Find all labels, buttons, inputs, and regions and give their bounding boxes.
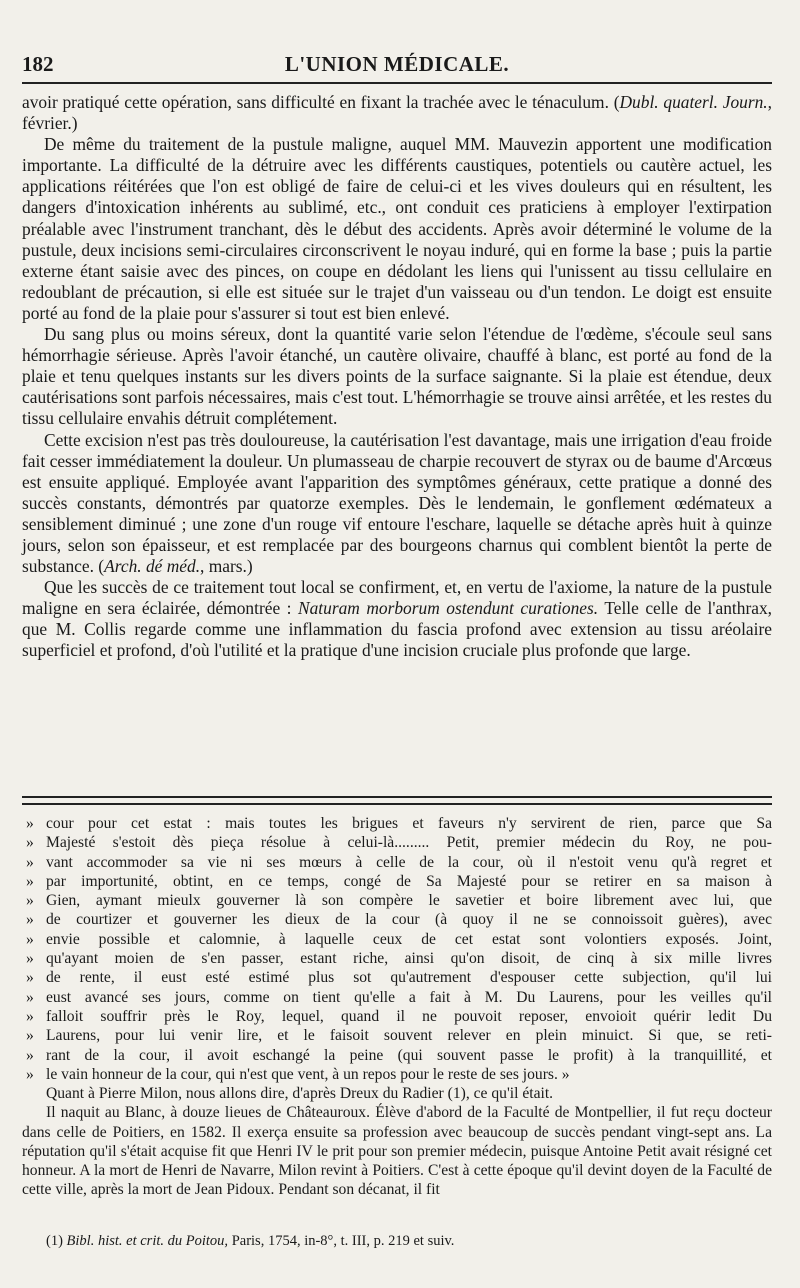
- footnote-citation: Bibl. hist. et crit. du Poitou,: [66, 1233, 229, 1249]
- quote-line-text: Laurens, pour lui venir lire, et le faisoit souvent relever en plein minuict. Si que, se reti-: [46, 1027, 772, 1045]
- quote-line-text: par importunité, obtint, en ce temps, congé de Sa Majesté pour se retirer en sa maison à: [46, 872, 772, 890]
- section-divider: [22, 796, 772, 805]
- guillemet-mark: »: [26, 1007, 34, 1025]
- header-rule: [22, 82, 772, 84]
- quote-line-text: de rente, il eust esté estimé plus sot qu'autrement d'espouser cette subjection, qu'il lui: [46, 969, 772, 987]
- quote-line-text: rant de la cour, il avoit eschangé la peine (qui souvent passe le profit) à la tranquillité, et: [46, 1046, 772, 1064]
- page-number: 182: [22, 52, 54, 76]
- paragraph-biography: Il naquit au Blanc, à douze lieues de Châteauroux. Élève d'abord de la Faculté de Montpellier, il fut reçu docteur dans celle de Poitiers, en 1582. Il exerça ensuite sa profession avec beaucoup de succès pendant vingt-sept ans. La réputation qu'il s'était acquise fit que Henri IV le prit pour son premier médecin, puisque Antoine Petit avait résigné cet honneur. A la mort de Henri de Navarre, Milon revint à Poitiers. C'est à cette époque qu'il devint doyen de la Faculté de cette ville, après la mort de Jean Pidoux. Pendant son décanat, il fit: [22, 1104, 772, 1199]
- quote-line: [26, 910, 772, 929]
- paragraph-4: Cette excision n'est pas très douloureuse, la cautérisation l'est davantage, mais une irrigation d'eau froide fait cesser immédiatement la douleur. Un plumasseau de charpie recouvert de styrax ou de baume d'Arcœus est ensuite appliqué. Employée avant l'apparition des symptômes généraux, cette pratique a donné des succès constants, démontrés par quatorze exemples. Dès le lendemain, le gonflement œdémateux a sensiblement diminué ; une zone d'un rouge vif entoure l'eschare, laquelle se détache après huit à quinze jours, selon son épaisseur, et est remplacée par des bourgeons charnus qui comblent bientôt la perte de substance. (Arch. dé méd., mars.): [22, 429, 772, 577]
- quote-line-text: vant accommoder sa vie ni ses mœurs à celle de la cour, où il n'estoit venu qu'à regret et: [46, 853, 772, 871]
- guillemet-mark: »: [26, 911, 34, 929]
- guillemet-mark: »: [26, 1065, 34, 1083]
- quote-line: [26, 872, 772, 891]
- footnote: (1) Bibl. hist. et crit. du Poitou, Paris, 1754, in-8°, t. III, p. 219 et suiv.: [46, 1233, 455, 1249]
- quote-line-text: envie possible et calomnie, à laquelle ceux de cet estat sont volontiers exposés. Joint,: [46, 930, 772, 948]
- quote-line-text: falloit souffrir près le Roy, lequel, quand il ne pouvoit reposer, envoioit quérir ledit Du: [46, 1007, 772, 1025]
- quote-line: [26, 833, 772, 852]
- quote-line: [26, 1026, 772, 1045]
- guillemet-mark: »: [26, 853, 34, 871]
- guillemet-mark: »: [26, 930, 34, 948]
- paragraph-1: avoir pratiqué cette opération, sans difficulté en fixant la trachée avec le ténaculum. (Dubl. quaterl. Journ., février.): [22, 92, 773, 134]
- quote-line-text: Gien, aymant mieulx gouverner là son compère le savetier et boire librement avec lui, que: [46, 892, 772, 910]
- guillemet-mark: »: [26, 892, 34, 910]
- feuilleton-text: [22, 1084, 772, 1200]
- quote-line: [26, 1007, 772, 1026]
- quote-line: [26, 814, 772, 833]
- quote-line: [26, 1065, 772, 1084]
- citation: Arch. dé méd.: [104, 556, 201, 577]
- quote-line-text: qu'ayant moien de s'en passer, estant riche, ainsi qu'on disoit, de cinq à six mille livres: [46, 950, 772, 968]
- quote-line: [26, 930, 772, 949]
- quote-line: [26, 949, 772, 968]
- paragraph-3: Du sang plus ou moins séreux, dont la quantité varie selon l'étendue de l'œdème, s'écoule seul sans hémorrhagie sérieuse. Après l'avoir étanché, un cautère olivaire, chauffé à blanc, est porté au fond de la plaie et tenu quelques instants sur les divers points de la surface saignante. Si la plaie est étendue, deux cautérisations sont parfois nécessaires, mais c'est tout. L'hémorrhagie se trouve ainsi arrêtée, et les restes du tissu cellulaire envahis détruit complétement.: [22, 324, 772, 429]
- running-title: L'UNION MÉDICALE.: [284, 52, 510, 76]
- quote-line-text: eust avancé ses jours, comme on tient qu'elle a fait à M. Du Laurens, pour les veilles qu'il: [46, 988, 772, 1006]
- main-text: [22, 92, 772, 662]
- quote-line: [26, 968, 772, 987]
- guillemet-mark: »: [26, 969, 34, 987]
- page-header: [22, 52, 772, 80]
- guillemet-mark: »: [26, 834, 34, 852]
- quote-line: [26, 1046, 772, 1065]
- quote-line: [26, 853, 772, 872]
- paragraph-2: De même du traitement de la pustule maligne, auquel MM. Mauvezin apportent une modification importante. La difficulté de la détruire avec les différents caustiques, potentiels ou cautère actuel, les applications réitérées que l'on est obligé de faire de celui-ci et les vives douleurs qui en résultent, les dangers d'intoxication inhérents au sublimé, etc., ont conduit ces praticiens à employer l'extirpation préalable avec l'instrument tranchant, dès le début des accidents. Après avoir déterminé le volume de la pustule, deux incisions semi-circulaires circonscrivent le noyau induré, qui en forme la base ; puis la partie externe étant saisie avec des pinces, on coupe en dédolant les liens qui l'unissent au tissu cellulaire en redoublant de précaution, si elle est située sur le trajet d'un vaisseau ou d'un tendon. Le doigt est ensuite porté au fond de la plaie pour s'assurer si tout est bien enlevé.: [22, 134, 772, 323]
- latin-phrase: Naturam morborum ostendunt curationes.: [298, 598, 599, 619]
- quote-line-text: Majesté s'estoit dès pieça résolue à celui-là......... Petit, premier médecin du Roy, ne pou-: [46, 834, 772, 852]
- guillemet-mark: »: [26, 950, 34, 968]
- feuilleton-quote: [26, 814, 772, 1084]
- guillemet-mark: »: [26, 872, 34, 890]
- paragraph-5: Que les succès de ce traitement tout local se confirment, et, en vertu de l'axiome, la nature de la pustule maligne en sera éclairée, démontrée : Naturam morborum ostendunt curationes. Telle celle de l'anthrax, que M. Collis regarde comme une inflammation du fascia profond avec extension au tissu aréolaire superficiel et profond, d'où l'utilité et la pratique d'une incision cruciale plus profonde que large.: [22, 577, 773, 661]
- guillemet-mark: »: [26, 815, 34, 832]
- quote-line: [26, 988, 772, 1007]
- quote-line-text: cour pour cet estat : mais toutes les brigues et faveurs n'y servirent de rien, parce que Sa: [46, 815, 772, 832]
- paragraph-milon: Quant à Pierre Milon, nous allons dire, d'après Dreux du Radier (1), ce qu'il était.: [46, 1085, 554, 1102]
- guillemet-mark: »: [26, 1027, 34, 1045]
- quote-line-text: de courtizer et gouverner les dieux de la cour (à quoy il ne se connoissoit guères), avec: [46, 911, 772, 929]
- guillemet-mark: »: [26, 988, 34, 1006]
- guillemet-mark: »: [26, 1046, 34, 1064]
- quote-line-text: le vain honneur de la cour, qui n'est que vent, à un repos pour le reste de ses jours. »: [46, 1065, 570, 1083]
- quote-line: [26, 891, 772, 910]
- citation: Dubl. quaterl. Journ.: [619, 92, 768, 112]
